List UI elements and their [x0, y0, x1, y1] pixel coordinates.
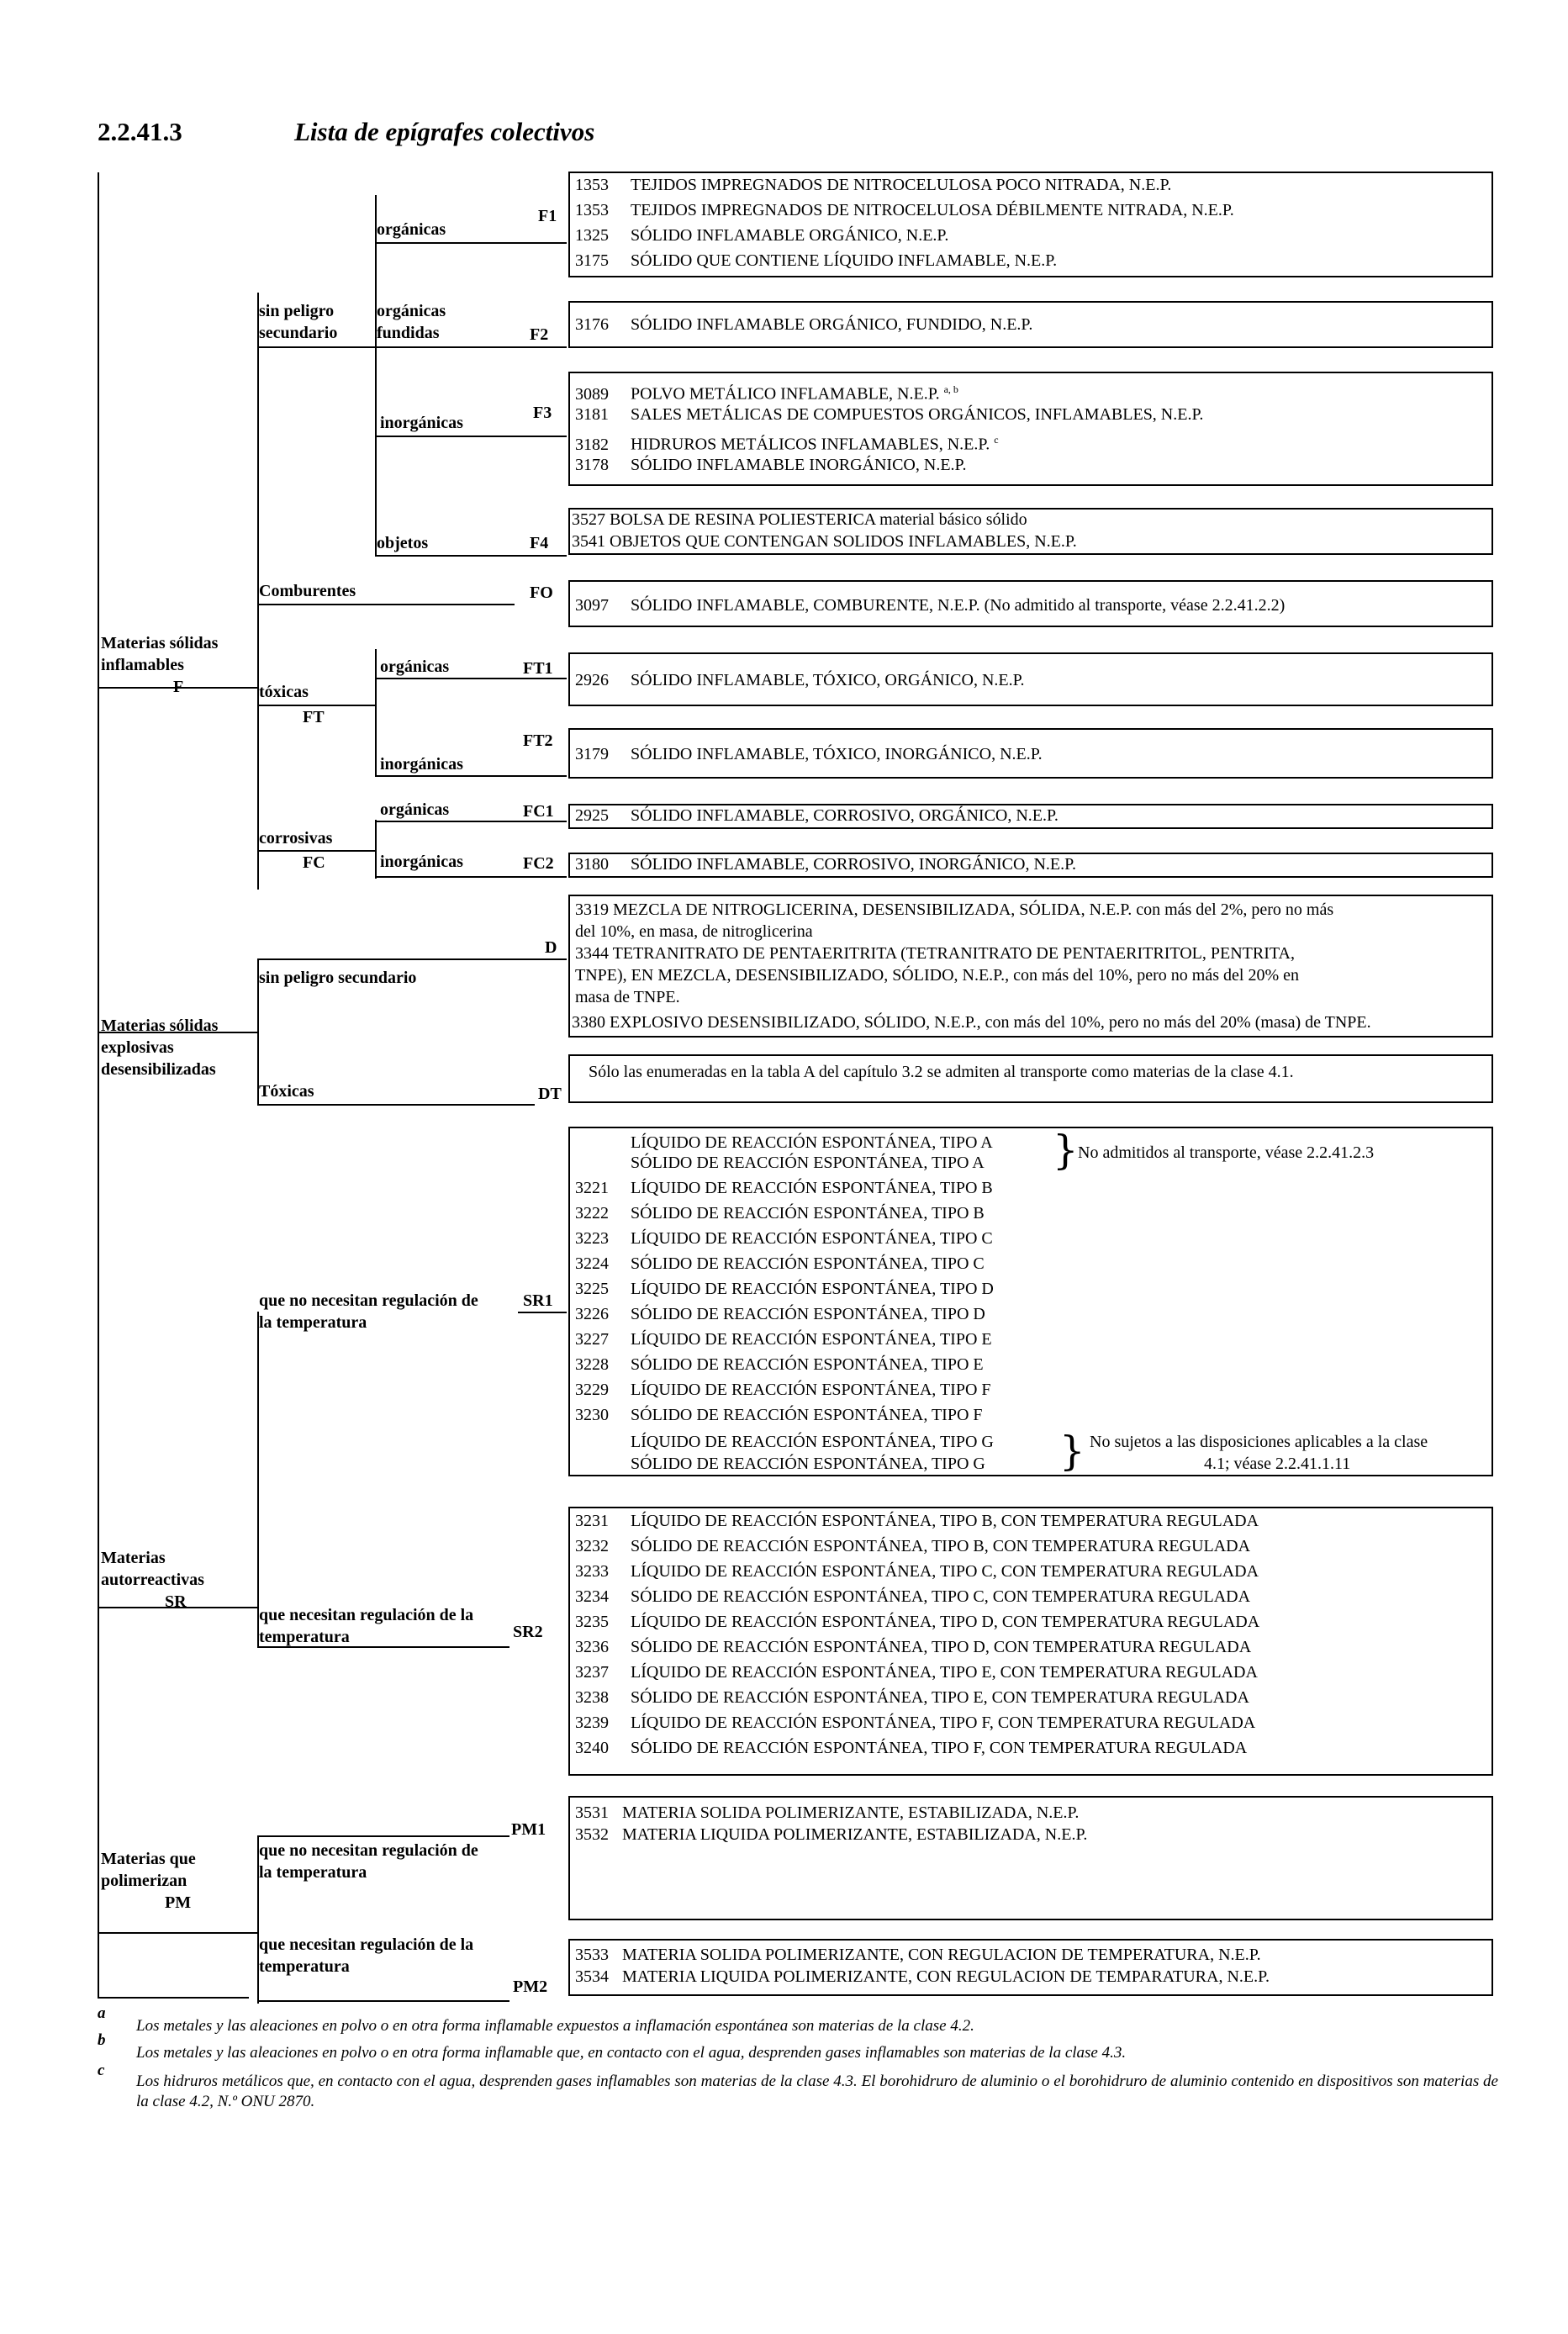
- tree-line-comburentes: [257, 604, 515, 605]
- entry-row: LÍQUIDO DE REACCIÓN ESPONTÁNEA, TIPO G: [631, 1433, 994, 1451]
- entry-row: 3234 SÓLIDO DE REACCIÓN ESPONTÁNEA, TIPO C, CON TEMPERATURA REGULADA: [575, 1587, 1251, 1606]
- entry-row: 3380 EXPLOSIVO DESENSIBILIZADO, SÓLIDO, N.E.P., con más del 10%, pero no más del 20% (masa) de TNPE.: [572, 1013, 1371, 1032]
- tree-line-f1: [375, 242, 567, 244]
- tree-line-sr-branch: [257, 1312, 259, 1648]
- leaf-f3: inorgánicas: [380, 414, 463, 432]
- sub-toxicas-code: FT: [303, 708, 325, 726]
- entry-row: 3221 LÍQUIDO DE REACCIÓN ESPONTÁNEA, TIPO B: [575, 1179, 993, 1197]
- brace-icon: }: [1053, 1127, 1079, 1174]
- code-fc2: FC2: [523, 854, 554, 873]
- brace-icon: }: [1059, 1428, 1085, 1475]
- class-f-line1: Materias sólidas: [101, 634, 219, 652]
- class-f-code: F: [173, 678, 184, 696]
- sub-pm2-2: temperatura: [259, 1957, 350, 1976]
- entry-row: 1325 SÓLIDO INFLAMABLE ORGÁNICO, N.E.P.: [575, 226, 949, 245]
- code-f4: F4: [530, 534, 549, 552]
- sub-corrosivas: corrosivas: [259, 829, 333, 848]
- code-pm2: PM2: [513, 1978, 548, 1996]
- class-d-line1: Materias sólidas: [101, 1017, 219, 1035]
- class-sr-line2: autorreactivas: [101, 1571, 204, 1589]
- entry-note: No admitidos al transporte, véase 2.2.41.2.3: [1078, 1143, 1375, 1162]
- entry-row: 3231 LÍQUIDO DE REACCIÓN ESPONTÁNEA, TIPO B, CON TEMPERATURA REGULADA: [575, 1512, 1259, 1530]
- sub-d-tox: Tóxicas: [259, 1082, 314, 1101]
- entry-row: 3097 SÓLIDO INFLAMABLE, COMBURENTE, N.E.P. (No admitido al transporte, véase 2.2.41.2.2): [575, 596, 1286, 615]
- entry-row: 3531 MATERIA SOLIDA POLIMERIZANTE, ESTABILIZADA, N.E.P.: [575, 1803, 1080, 1822]
- tree-line-main-bottom: [98, 1997, 249, 1999]
- leaf-fc2: inorgánicas: [380, 853, 463, 871]
- sub-sin-peligro-2: secundario: [259, 324, 338, 342]
- leaf-f2-1: orgánicas: [377, 302, 446, 320]
- entry-row: 3239 LÍQUIDO DE REACCIÓN ESPONTÁNEA, TIPO F, CON TEMPERATURA REGULADA: [575, 1714, 1256, 1732]
- entry-row: 3235 LÍQUIDO DE REACCIÓN ESPONTÁNEA, TIPO D, CON TEMPERATURA REGULADA: [575, 1613, 1260, 1631]
- entry-row: 3226 SÓLIDO DE REACCIÓN ESPONTÁNEA, TIPO D: [575, 1305, 985, 1323]
- entry-row: 3344 TETRANITRATO DE PENTAERITRITA (TETRANITRATO DE PENTAERITRITOL, PENTRITA,: [575, 944, 1295, 963]
- sub-pm1-2: la temperatura: [259, 1863, 367, 1882]
- class-sr-code: SR: [165, 1592, 187, 1611]
- entry-note: No sujetos a las disposiciones aplicables a la clase: [1090, 1433, 1428, 1451]
- sub-sr1-2: la temperatura: [259, 1313, 367, 1332]
- class-pm-line2: polimerizan: [101, 1872, 187, 1890]
- entry-note: 4.1; véase 2.2.41.1.11: [1204, 1455, 1351, 1473]
- entry-row: 3237 LÍQUIDO DE REACCIÓN ESPONTÁNEA, TIPO E, CON TEMPERATURA REGULADA: [575, 1663, 1258, 1682]
- entry-row: 3541 OBJETOS QUE CONTENGAN SOLIDOS INFLAMABLES, N.E.P.: [572, 532, 1077, 551]
- code-f3: F3: [533, 404, 552, 422]
- leaf-ft2: inorgánicas: [380, 755, 463, 774]
- tree-line-f4: [375, 555, 567, 557]
- sub-corrosivas-code: FC: [303, 853, 325, 872]
- footnote-c: Los hidruros metálicos que, en contacto con el agua, desprenden gases inflamables son materias de la clase 4.3. El borohidruro de aluminio o el borohidruro de aluminio contenido en dispositivos son materias de la clase 4.2, N.º ONU 2870.: [136, 2073, 1498, 2110]
- leaf-ft1: orgánicas: [380, 657, 450, 676]
- entry-row: 3240 SÓLIDO DE REACCIÓN ESPONTÁNEA, TIPO F, CON TEMPERATURA REGULADA: [575, 1739, 1248, 1757]
- entry-row: 1353 TEJIDOS IMPREGNADOS DE NITROCELULOSA POCO NITRADA, N.E.P.: [575, 176, 1172, 194]
- entry-row: Sólo las enumeradas en la tabla A del capítulo 3.2 se admiten al transporte como materias de la clase 4.1.: [589, 1063, 1294, 1081]
- tree-line-d-sin: [257, 958, 567, 960]
- leaf-fc1: orgánicas: [380, 800, 450, 819]
- entry-row: 3227 LÍQUIDO DE REACCIÓN ESPONTÁNEA, TIPO E: [575, 1330, 992, 1349]
- entry-row: SÓLIDO DE REACCIÓN ESPONTÁNEA, TIPO A: [631, 1154, 985, 1172]
- class-d-line3: desensibilizadas: [101, 1060, 216, 1079]
- class-f-line2: inflamables: [101, 656, 184, 674]
- entry-row: 2926 SÓLIDO INFLAMABLE, TÓXICO, ORGÁNICO, N.E.P.: [575, 671, 1025, 689]
- tree-line-pm1: [257, 1835, 509, 1837]
- entry-row: 3228 SÓLIDO DE REACCIÓN ESPONTÁNEA, TIPO E: [575, 1355, 984, 1374]
- sub-sr2-1: que necesitan regulación de la: [259, 1606, 474, 1624]
- class-pm-line1: Materias que: [101, 1850, 196, 1868]
- entry-row: 3176 SÓLIDO INFLAMABLE ORGÁNICO, FUNDIDO, N.E.P.: [575, 315, 1033, 334]
- leaf-f1: orgánicas: [377, 220, 446, 239]
- entry-row: 3236 SÓLIDO DE REACCIÓN ESPONTÁNEA, TIPO D, CON TEMPERATURA REGULADA: [575, 1638, 1252, 1656]
- entry-row: 3229 LÍQUIDO DE REACCIÓN ESPONTÁNEA, TIPO F: [575, 1381, 991, 1399]
- section-number: 2.2.41.3: [98, 117, 182, 146]
- entry-row: 3175 SÓLIDO QUE CONTIENE LÍQUIDO INFLAMABLE, N.E.P.: [575, 251, 1058, 270]
- entry-row: 3230 SÓLIDO DE REACCIÓN ESPONTÁNEA, TIPO F: [575, 1406, 983, 1424]
- footnote-marker-c: c: [98, 2062, 105, 2079]
- entry-row: 3238 SÓLIDO DE REACCIÓN ESPONTÁNEA, TIPO E, CON TEMPERATURA REGULADA: [575, 1688, 1249, 1707]
- class-pm-code: PM: [165, 1893, 192, 1912]
- footnote-a: Los metales y las aleaciones en polvo o en otra forma inflamable expuestos a inflamación espontánea son materias de la clase 4.2.: [136, 2017, 974, 2035]
- code-sr2: SR2: [513, 1623, 543, 1641]
- entry-row: 3181 SALES METÁLICAS DE COMPUESTOS ORGÁNICOS, INFLAMABLES, N.E.P.: [575, 405, 1204, 424]
- entry-row: 3089 POLVO METÁLICO INFLAMABLE, N.E.P. $^{a, b}$: [575, 383, 958, 404]
- sub-pm2-1: que necesitan regulación de la: [259, 1935, 474, 1954]
- leaf-f4: objetos: [377, 534, 429, 552]
- sub-sin-peligro-1: sin peligro: [259, 302, 335, 320]
- entry-row: 3222 SÓLIDO DE REACCIÓN ESPONTÁNEA, TIPO B: [575, 1204, 985, 1222]
- sub-sr2-2: temperatura: [259, 1628, 350, 1646]
- leaf-f2-2: fundidas: [377, 324, 440, 342]
- footnote-marker-a: a: [98, 2004, 106, 2022]
- tree-line-corrosivas-branch: [375, 820, 377, 879]
- tree-line-f2: [375, 346, 567, 348]
- entry-row: 3225 LÍQUIDO DE REACCIÓN ESPONTÁNEA, TIPO D: [575, 1280, 994, 1298]
- section-title: Lista de epígrafes colectivos: [294, 117, 595, 146]
- entry-row: 3527 BOLSA DE RESINA POLIESTERICA material básico sólido: [572, 510, 1027, 529]
- code-sr1: SR1: [523, 1291, 553, 1310]
- entry-row: 3232 SÓLIDO DE REACCIÓN ESPONTÁNEA, TIPO B, CON TEMPERATURA REGULADA: [575, 1537, 1251, 1555]
- tree-line-sr2: [257, 1646, 509, 1648]
- code-f2: F2: [530, 325, 549, 344]
- entry-row: 3224 SÓLIDO DE REACCIÓN ESPONTÁNEA, TIPO C: [575, 1254, 985, 1273]
- entry-row: 3223 LÍQUIDO DE REACCIÓN ESPONTÁNEA, TIPO C: [575, 1229, 993, 1248]
- entry-row: LÍQUIDO DE REACCIÓN ESPONTÁNEA, TIPO A: [631, 1133, 993, 1152]
- entry-row: 3182 HIDRUROS METÁLICOS INFLAMABLES, N.E.P. $^c$: [575, 434, 999, 454]
- code-ft2: FT2: [523, 731, 553, 750]
- entry-row: 3179 SÓLIDO INFLAMABLE, TÓXICO, INORGÁNICO, N.E.P.: [575, 745, 1043, 763]
- code-f1: F1: [538, 207, 557, 225]
- entry-row: del 10%, en masa, de nitroglicerina: [575, 922, 813, 941]
- entry-row: 3532 MATERIA LIQUIDA POLIMERIZANTE, ESTABILIZADA, N.E.P.: [575, 1825, 1088, 1844]
- tree-line-pm: [98, 1932, 257, 1934]
- sub-d-sin: sin peligro secundario: [259, 969, 417, 987]
- sub-sr1-1: que no necesitan regulación de: [259, 1291, 478, 1310]
- entry-row: 1353 TEJIDOS IMPREGNADOS DE NITROCELULOSA DÉBILMENTE NITRADA, N.E.P.: [575, 201, 1234, 219]
- code-fc1: FC1: [523, 802, 554, 821]
- tree-line-d-tox: [257, 1104, 535, 1106]
- code-d: D: [545, 938, 557, 957]
- entry-row: 3533 MATERIA SOLIDA POLIMERIZANTE, CON REGULACION DE TEMPERATURA, N.E.P.: [575, 1946, 1261, 1964]
- code-fo: FO: [530, 584, 553, 602]
- code-ft1: FT1: [523, 659, 553, 678]
- tree-line-sin-peligro: [257, 346, 375, 348]
- tree-line-pm2: [257, 2000, 509, 2002]
- entry-row: 2925 SÓLIDO INFLAMABLE, CORROSIVO, ORGÁNICO, N.E.P.: [575, 806, 1059, 825]
- footnote-b: Los metales y las aleaciones en polvo o en otra forma inflamable que, en contacto con el agua, desprenden gases inflamables son materias de la clase 4.3.: [136, 2044, 1127, 2062]
- entry-row: masa de TNPE.: [575, 988, 680, 1006]
- entry-row: 3534 MATERIA LIQUIDA POLIMERIZANTE, CON REGULACION DE TEMPARATURA, N.E.P.: [575, 1967, 1270, 1986]
- class-sr-line1: Materias: [101, 1549, 166, 1567]
- tree-line-main: [98, 172, 99, 1997]
- tree-line-sin-peligro-branch: [375, 195, 377, 555]
- footnote-marker-b: b: [98, 2031, 106, 2049]
- tree-line-ft2: [375, 775, 567, 777]
- sub-comburentes: Comburentes: [259, 582, 356, 600]
- tree-line-sr1: [518, 1312, 567, 1313]
- tree-line-f3: [375, 436, 567, 437]
- code-pm1: PM1: [511, 1820, 546, 1839]
- tree-line-toxicas-branch: [375, 649, 377, 775]
- entry-row: 3178 SÓLIDO INFLAMABLE INORGÁNICO, N.E.P.: [575, 456, 967, 474]
- entry-row: SÓLIDO DE REACCIÓN ESPONTÁNEA, TIPO G: [631, 1455, 985, 1473]
- sub-pm1-1: que no necesitan regulación de: [259, 1841, 478, 1860]
- class-d-line2: explosivas: [101, 1038, 174, 1057]
- entry-row: TNPE), EN MEZCLA, DESENSIBILIZADO, SÓLIDO, N.E.P., con más del 10%, pero no más del 20% en: [575, 966, 1299, 985]
- sub-toxicas: tóxicas: [259, 683, 309, 701]
- tree-line-fc2: [375, 876, 567, 878]
- entry-row: 3233 LÍQUIDO DE REACCIÓN ESPONTÁNEA, TIPO C, CON TEMPERATURA REGULADA: [575, 1562, 1259, 1581]
- code-dt: DT: [538, 1085, 562, 1103]
- entry-row: 3319 MEZCLA DE NITROGLICERINA, DESENSIBILIZADA, SÓLIDA, N.E.P. con más del 2%, pero no más: [575, 900, 1334, 919]
- entry-row: 3180 SÓLIDO INFLAMABLE, CORROSIVO, INORGÁNICO, N.E.P.: [575, 855, 1077, 874]
